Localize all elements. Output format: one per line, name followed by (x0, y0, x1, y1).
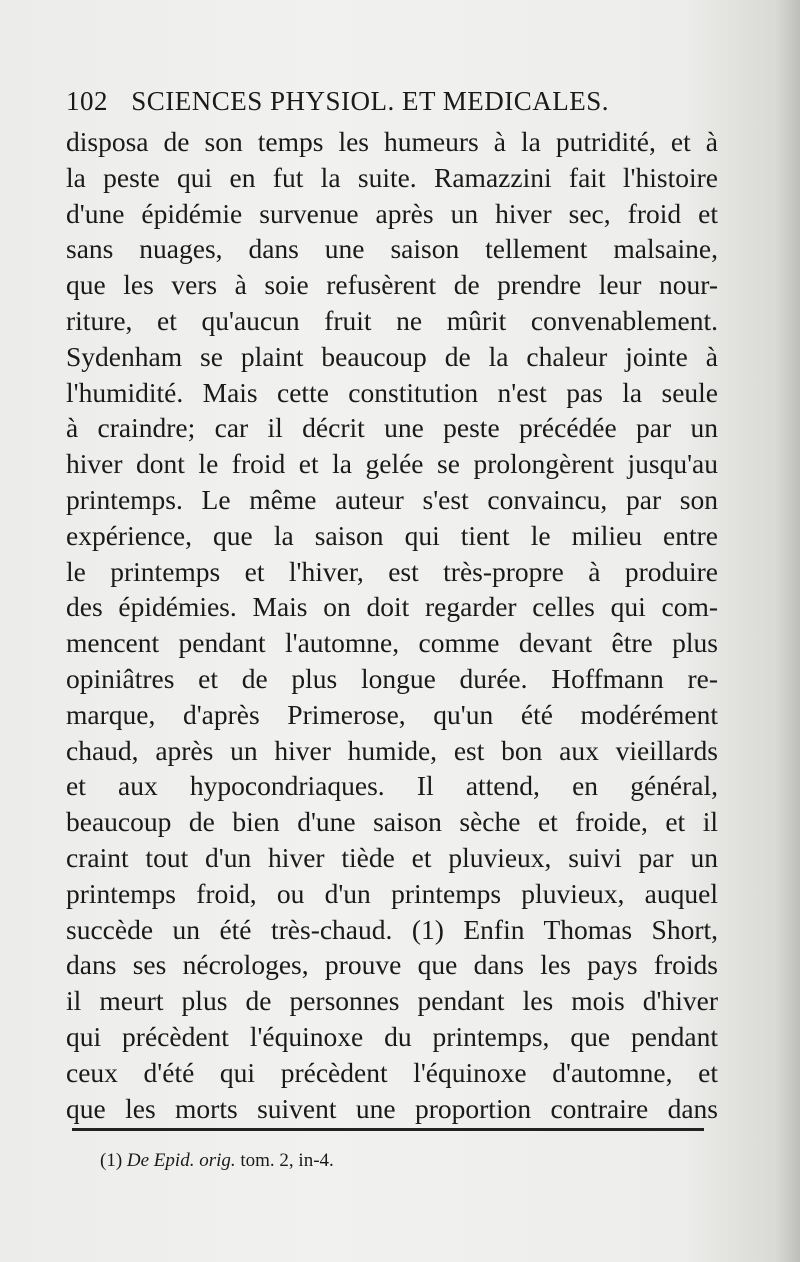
text-line: marque, d'après Primerose, qu'un été modérément (66, 698, 718, 730)
text-line: riture, et qu'aucun fruit ne mûrit convenablement. (66, 304, 718, 336)
footnote-rule (72, 1128, 704, 1131)
text-line: hiver dont le froid et la gelée se prolongèrent jusqu'au (66, 448, 718, 480)
page-number: 102 (66, 86, 108, 116)
text-line: printemps froid, ou d'un printemps pluvieux, auquel (66, 877, 718, 909)
text-line: printemps. Le même auteur s'est convaincu, par son (66, 483, 718, 515)
text-line: le printemps et l'hiver, est très-propre à produire (66, 555, 718, 587)
text-line: succède un été très-chaud. (1) Enfin Thomas Short, (66, 913, 718, 945)
text-line: disposa de son temps les humeurs à la putridité, et à (66, 126, 718, 157)
text-line: Sydenham se plaint beaucoup de la chaleur jointe à (66, 340, 718, 372)
text-line: craint tout d'un hiver tiède et pluvieux, suivi par un (66, 841, 718, 873)
text-line: sans nuages, dans une saison tellement malsaine, (66, 233, 718, 265)
text-line: qui précèdent l'équinoxe du printemps, que pendant (66, 1020, 718, 1052)
text-line: chaud, après un hiver humide, est bon aux vieillards (66, 734, 718, 766)
running-title: SCIENCES PHYSIOL. ET MEDICALES. (131, 86, 610, 116)
text-line: il meurt plus de personnes pendant les mois d'hiver (66, 985, 718, 1017)
text-line: mencent pendant l'automne, comme devant être plus (66, 627, 718, 659)
text-line: que les vers à soie refusèrent de prendre leur nour- (66, 269, 718, 301)
footnote-title: De Epid. orig. (126, 1150, 236, 1171)
footnote (100, 1150, 334, 1172)
text-line: à craindre; car il décrit une peste précédée par un (66, 412, 718, 444)
footnote-details: tom. 2, in-4. (240, 1150, 334, 1171)
text-line: d'une épidémie survenue après un hiver sec, froid et (66, 197, 718, 229)
text-line: l'humidité. Mais cette constitution n'est pas la seule (66, 376, 718, 408)
text-line: que les morts suivent une proportion contraire dans (66, 1092, 718, 1124)
text-line: la peste qui en fut la suite. Ramazzini fait l'histoire (66, 161, 718, 193)
text-line: beaucoup de bien d'une saison sèche et froide, et il (66, 806, 718, 838)
text-line: opiniâtres et de plus longue durée. Hoffmann re- (66, 662, 718, 694)
footnote-marker: (1) (100, 1150, 123, 1171)
body-text (66, 124, 718, 1126)
text-line: expérience, que la saison qui tient le milieu entre (66, 519, 718, 551)
text-line: et aux hypocondriaques. Il attend, en général, (66, 770, 718, 802)
text-line: des épidémies. Mais on doit regarder celles qui com- (66, 591, 718, 623)
text-line: dans ses nécrologes, prouve que dans les pays froids (66, 949, 718, 981)
page-header (66, 86, 676, 120)
text-line: ceux d'été qui précèdent l'équinoxe d'automne, et (66, 1056, 718, 1088)
